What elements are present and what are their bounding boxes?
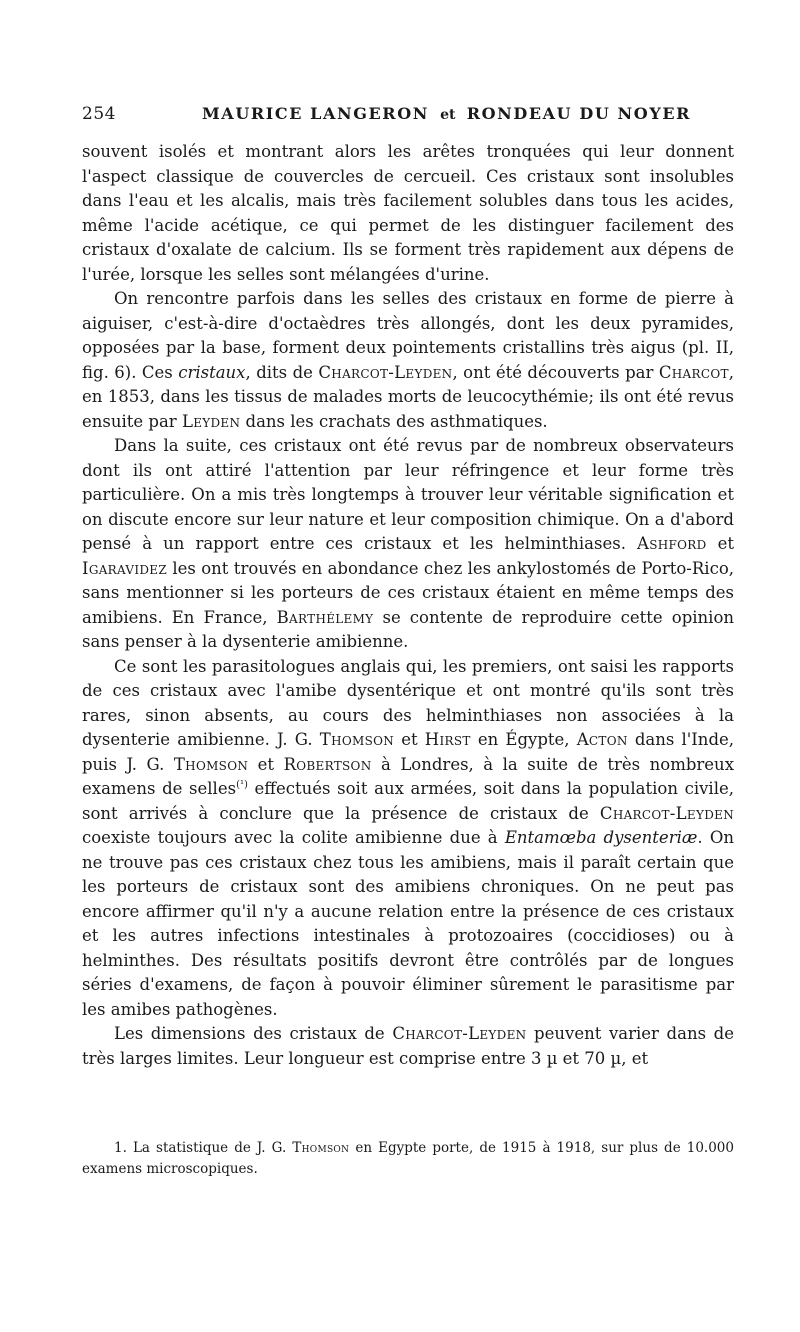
header-conjunction: et <box>440 107 456 123</box>
p2-text-a: On rencontre parfois dans les selles des cristaux en forme de pierre à aiguiser, c'est-à-dire d'octaèdres très allongés, dont les deux pyramides, opposées par la base, forment deux pointements cristallins très aigus (pl. II, fig. 6). Ces <box>82 289 734 382</box>
p4-name-thomson-2: Thomson <box>173 754 249 774</box>
p3-name-ashford: Ashford <box>637 534 707 553</box>
running-head <box>82 104 732 128</box>
paragraph-2 <box>82 287 734 434</box>
paragraph-5 <box>82 1022 734 1071</box>
p4-name-acton: Acton <box>576 730 628 749</box>
header-author2: RONDEAU DU NOYER <box>466 104 692 123</box>
p2-name-charcot: Charcot <box>658 362 729 382</box>
p3-text-e: les ont trouvés en abondance chez les ankylostomés de Porto-Rico, sans mentionner si les porteurs de ces cristaux étaient en même temps des amibiens. En France, <box>82 558 734 627</box>
p2-text-e: , ont été découverts par <box>452 362 659 382</box>
running-head-title <box>202 104 691 123</box>
p5-text-a: Les dimensions des cristaux de <box>114 1024 393 1043</box>
footnote-text-a: 1. La statistique de J. G. <box>114 1140 293 1156</box>
footnote-1 <box>82 1138 734 1180</box>
p4-text-k: à Londres, à la suite de très nombreux examens de selles <box>82 754 734 798</box>
footnote-reference: (¹) <box>236 779 248 791</box>
p4-text-g: dans l'Inde, puis J. G. <box>82 730 735 774</box>
p4-text-m: effectués soit aux armées, soit dans la population civile, sont arrivés à conclure que la présence de cristaux de <box>82 779 734 823</box>
p2-name-charcot-leyden: Charcot-Leyden <box>318 362 453 382</box>
p4-text-c: et <box>394 730 425 749</box>
p3-text-a: Dans la suite, ces cristaux ont été revus par de nombreux observateurs dont ils ont attiré l'attention par leur réfringence et leur forme très particulière. On a mis très longtemps à trouver leur véritable signification et on discute encore sur leur nature et leur composition chimique. On a d'abord pensé à un rapport entre ces cristaux et les helminthiases. <box>82 436 734 553</box>
paragraph-3 <box>82 434 734 655</box>
paragraph-1: souvent isolés et montrant alors les arêtes tronquées qui leur donnent l'aspect classique de couvercles de cercueil. Ces cristaux sont insolubles dans l'eau et les alcalis, mais très facilement solubles dans tous les acides, même l'acide acétique, ce qui permet de les distinguer facilement des cristaux d'oxalate de calcium. Ils se forment très rapidement aux dépens de l'urée, lorsque les selles sont mélangées d'urine. <box>82 142 734 284</box>
p4-name-thomson: Thomson <box>319 730 395 749</box>
p4-text-q: . On ne trouve pas ces cristaux chez tous les amibiens, mais il paraît certain que les porteurs de cristaux sont des amibiens chroniques. On ne peut pas encore affirmer qu'il n'y a aucune relation entre la présence de ces cristaux et les autres infections intestinales à protozoaires (coccidioses) ou à helminthes. Des résultats positifs devront être contrôlés par de longues séries d'examens, de façon à pouvoir éliminer sûrement le parasitisme par les amibes pathogènes. <box>82 828 734 1019</box>
p2-name-leyden: Leyden <box>181 411 241 431</box>
p3-name-barthelemy: Barthélemy <box>276 607 374 627</box>
p2-italic-cristaux: cristaux <box>178 362 246 382</box>
p4-text-i: et <box>248 754 284 774</box>
footnote-text-c: en Egypte porte, de 1915 à 1918, sur plus de 10.000 examens microscopiques. <box>82 1140 734 1177</box>
p4-name-charcot-leyden: Charcot-Leyden <box>599 803 734 823</box>
p2-text-i: dans les crachats des asthmatiques. <box>240 411 548 431</box>
p5-name-charcot-leyden: Charcot-Leyden <box>392 1024 527 1043</box>
p2-text-c: , dits de <box>245 362 319 382</box>
p2-text-g: , en 1853, dans les tissus de malades morts de leucocythémie; ils ont été revus ensuite par <box>82 362 735 431</box>
p4-text-a: Ce sont les parasitologues anglais qui, les premiers, ont saisi les rapports de ces cristaux avec l'amibe dysentérique et ont montré qu'ils sont très rares, sinon absents, au cours des helminthiases non associées à la dysenterie amibienne. J. G. <box>82 656 734 749</box>
p4-text-e: en Égypte, <box>470 730 577 749</box>
p3-text-g: se contente de reproduire cette opinion sans penser à la dysenterie amibienne. <box>82 607 734 651</box>
main-text <box>82 140 734 1071</box>
header-author1: MAURICE LANGERON <box>202 104 429 123</box>
p4-name-hirst: Hirst <box>424 730 471 749</box>
p3-text-c: et <box>706 534 734 553</box>
p4-text-o: coexiste toujours avec la colite amibienne due à <box>82 828 505 847</box>
p4-name-robertson: Robertson <box>283 754 372 774</box>
footnote-name-thomson: Thomson <box>292 1140 350 1156</box>
p4-italic-entamoeba: Entamœba dysenteriæ <box>504 828 698 847</box>
p3-name-igaravidez: Igaravidez <box>82 558 167 578</box>
p5-text-c: peuvent varier dans de très larges limites. Leur longueur est comprise entre 3 µ et 70 µ, et <box>82 1024 734 1068</box>
page-number: 254 <box>82 104 116 124</box>
footnote <box>82 1138 734 1180</box>
paragraph-4 <box>82 655 734 1023</box>
